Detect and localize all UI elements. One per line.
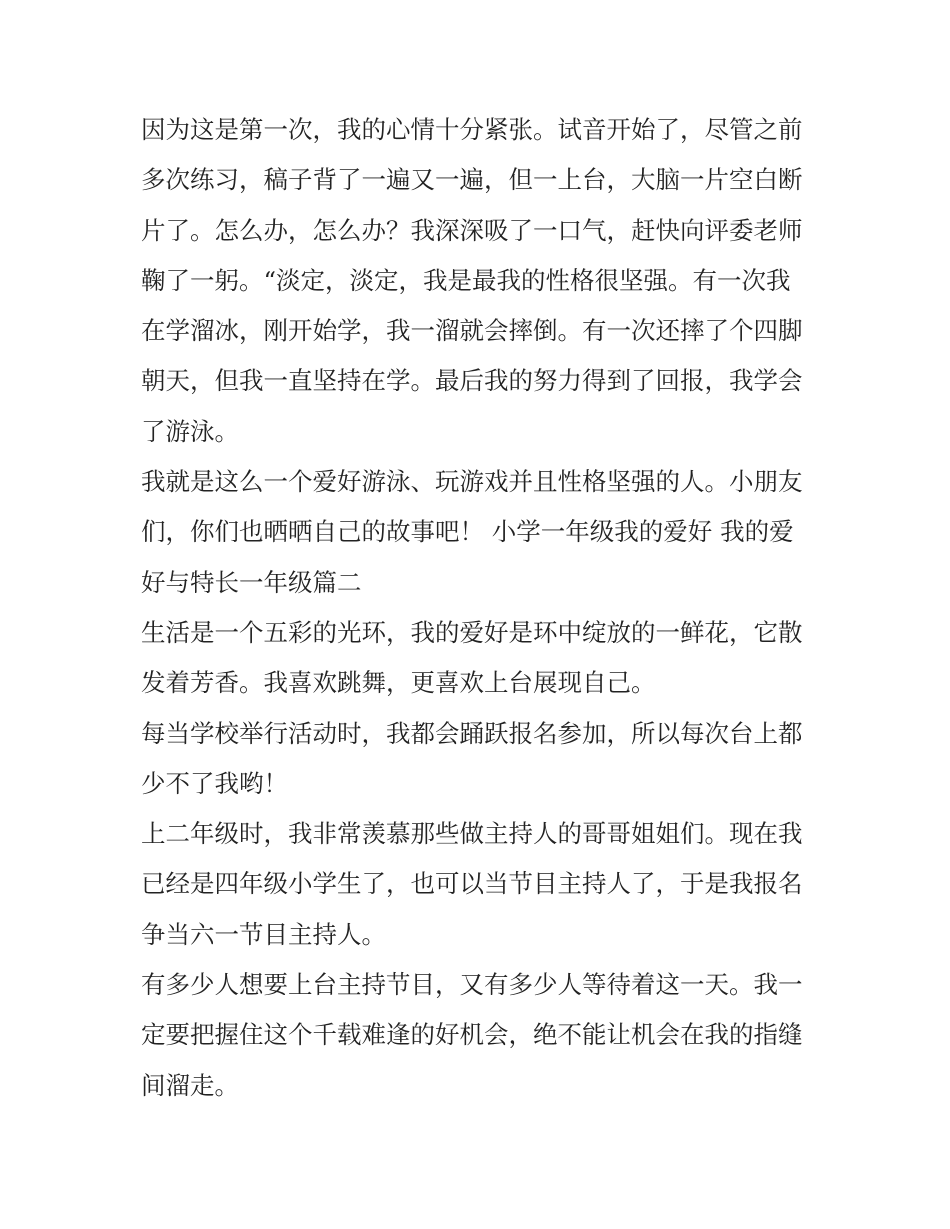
text-line: 发着芳香。我喜欢跳舞，更喜欢上台展现自己。 (141, 668, 656, 698)
text-line: 少不了我哟！ (141, 768, 288, 798)
text-line: 因为这是第一次，我的心情十分紧张。试音开始了，尽管之前 (141, 115, 803, 144)
text-line: 了游泳。 (141, 416, 239, 446)
text-line: 我就是这么一个爱好游泳、玩游戏并且性格坚强的人。小朋友 (141, 467, 803, 497)
text-line: 生活是一个五彩的光环，我的爱好是环中绽放的一鲜花，它散 (141, 617, 803, 647)
text-line: 好与特长一年级篇二 (141, 567, 362, 597)
text-line: 已经是四年级小学生了，也可以当节目主持人了，于是我报名 (141, 869, 803, 899)
text-line: 上二年级时，我非常羡慕那些做主持人的哥哥姐姐们。现在我 (141, 819, 803, 849)
text-line: 争当六一节目主持人。 (141, 919, 386, 949)
text-line: 在学溜冰，刚开始学，我一溜就会摔倒。有一次还摔了个四脚 (141, 316, 803, 346)
text-line: 鞠了一躬。“淡定，淡定，我是最我的性格很坚强。有一次我 (141, 265, 791, 295)
text-line: 朝天，但我一直坚持在学。最后我的努力得到了回报，我学会 (141, 366, 803, 396)
document-body (141, 105, 821, 1111)
text-line: 间溜走。 (141, 1070, 239, 1100)
text-line: 有多少人想要上台主持节目，又有多少人等待着这一天。我一 (141, 970, 803, 1000)
text-line: 每当学校举行活动时，我都会踊跃报名参加，所以每次台上都 (141, 718, 803, 748)
text-line: 定要把握住这个千载难逢的好机会，绝不能让机会在我的指缝 (141, 1020, 803, 1050)
text-line: 片了。怎么办，怎么办？我深深吸了一口气，赶快向评委老师 (141, 215, 803, 245)
text-line: 们，你们也晒晒自己的故事吧！ 小学一年级我的爱好 我的爱 (141, 517, 794, 547)
text-line: 多次练习，稿子背了一遍又一遍，但一上台，大脑一片空白断 (141, 165, 803, 195)
